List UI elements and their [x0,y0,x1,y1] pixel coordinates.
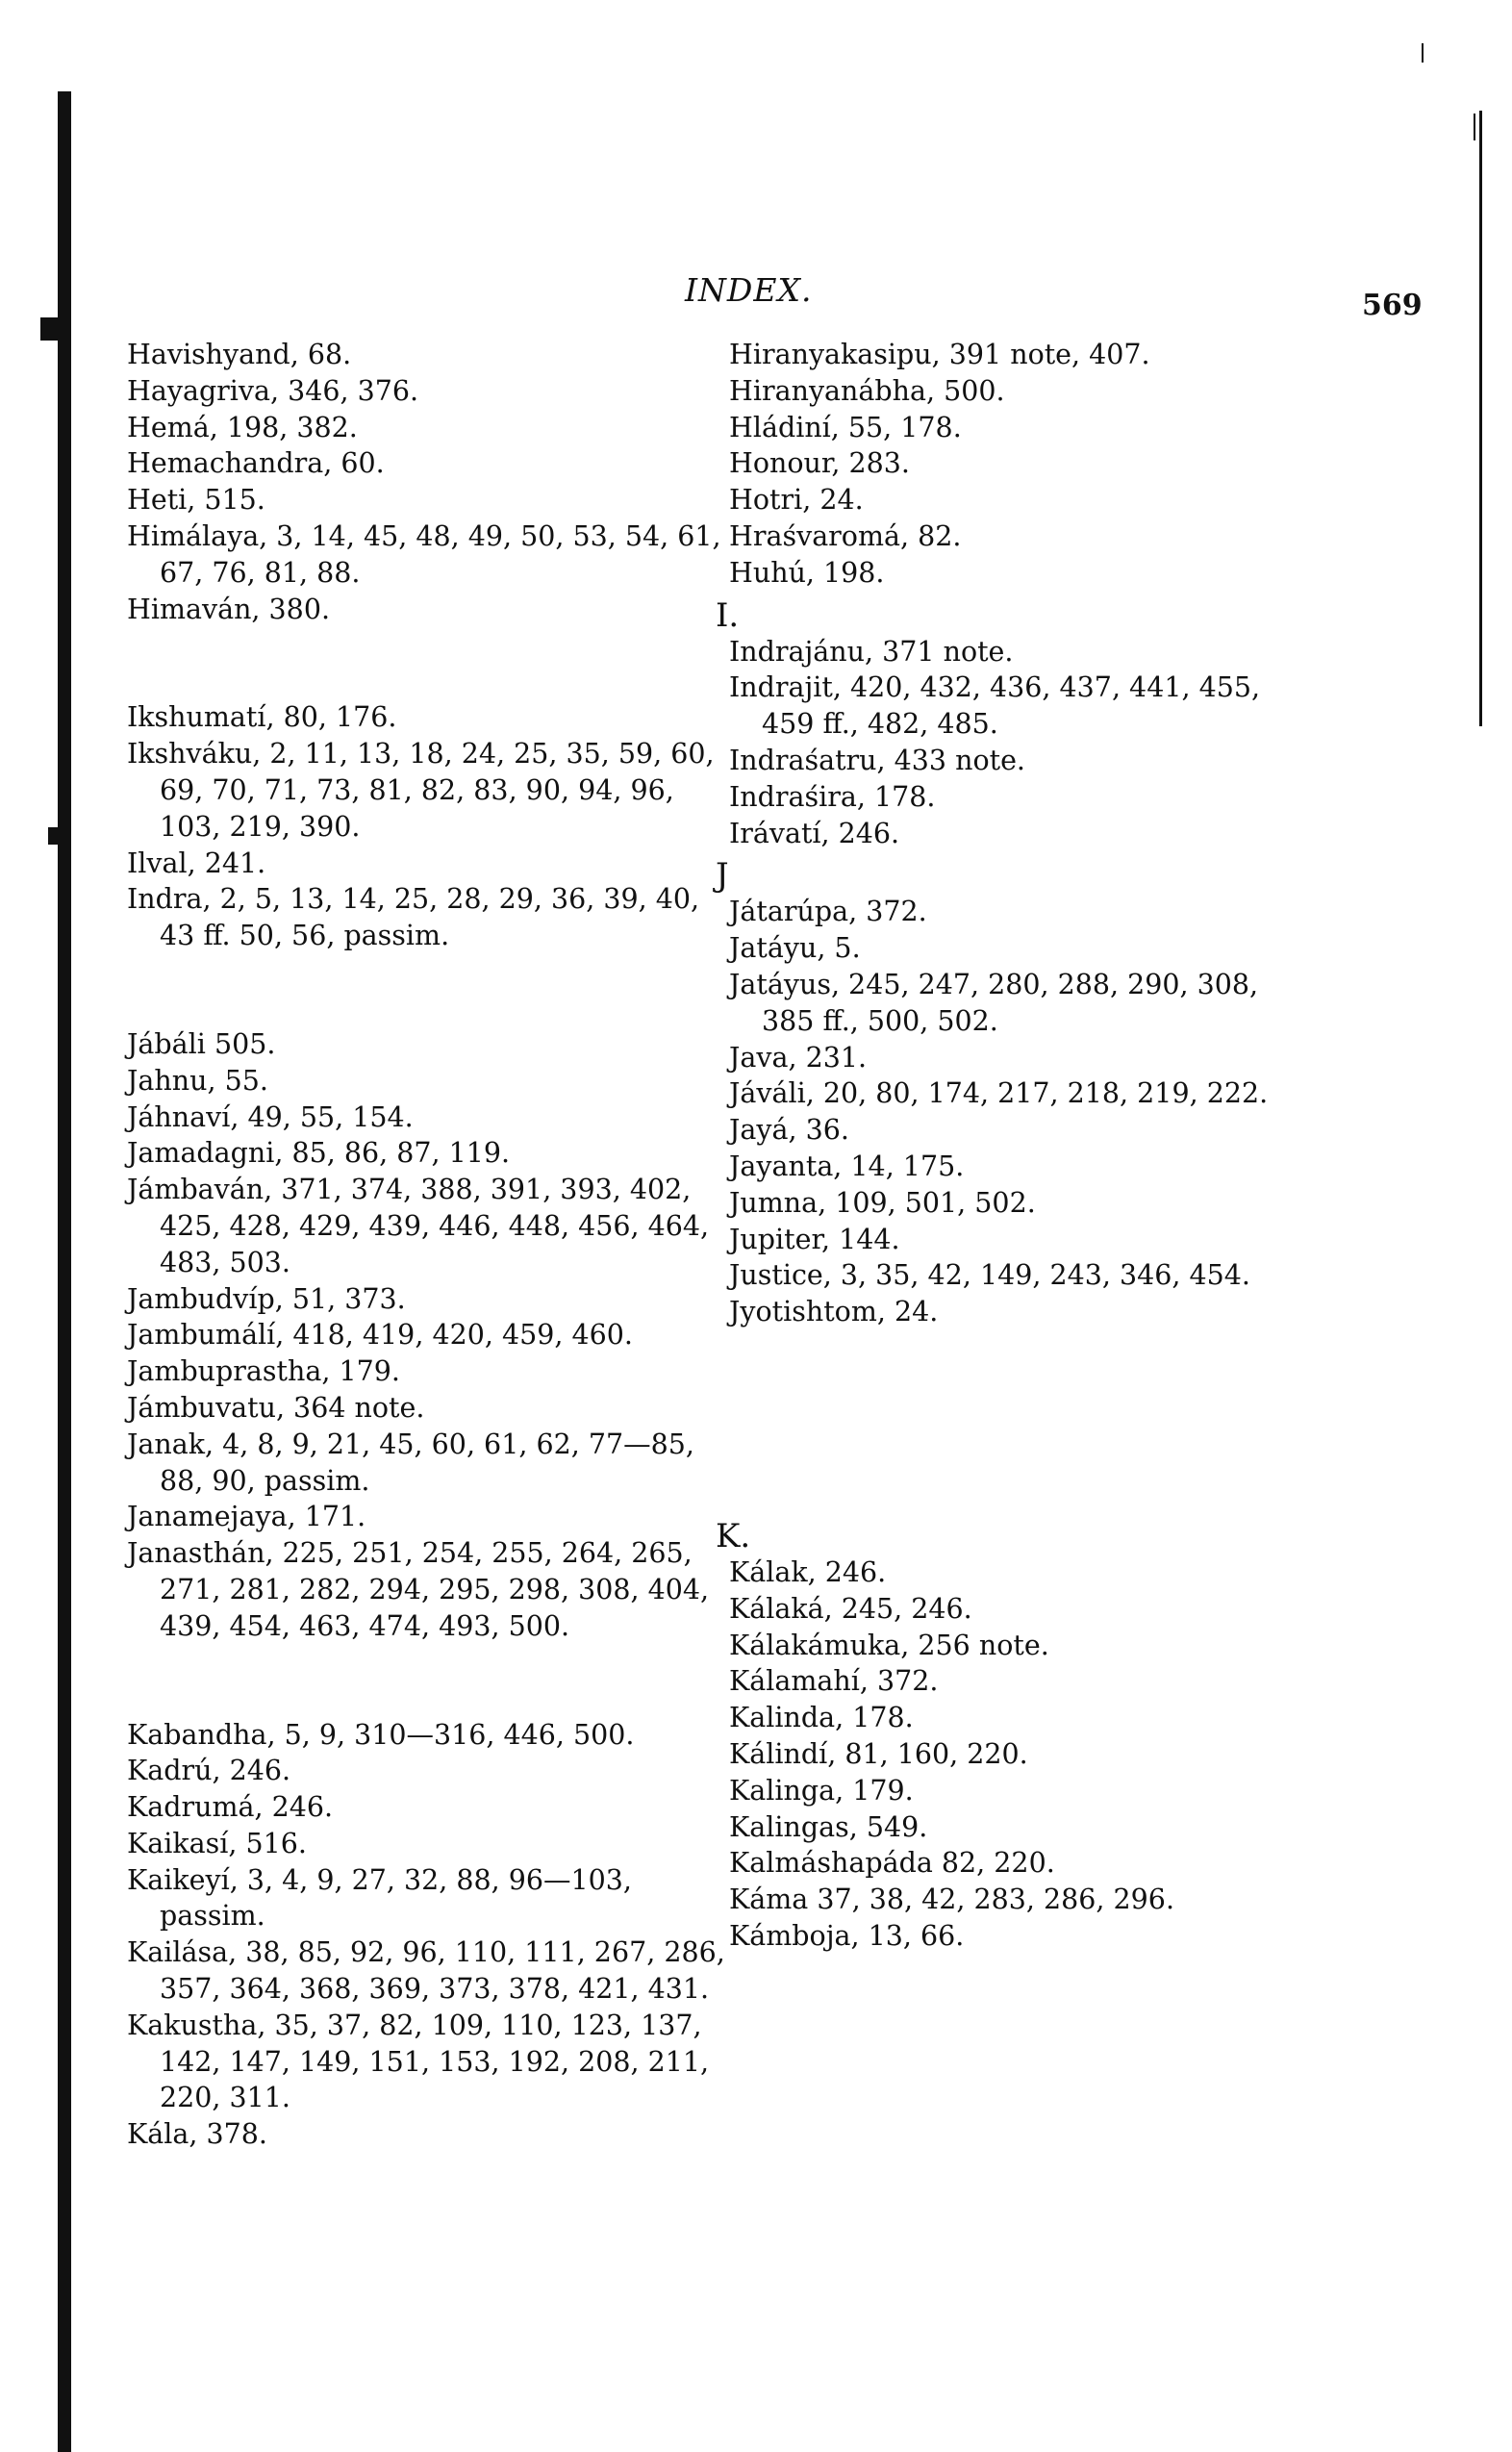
index-column-right [716,337,1431,1955]
page-edge-left-mark [40,317,60,341]
page-edge-left [58,91,71,2452]
page-edge-right-mark [1422,43,1424,63]
index-entry: Honour, 283. [729,447,910,480]
index-entry: Hiranyanábha, 500. [729,374,1005,407]
index-entry: Kaikasí, 516. [127,1827,307,1859]
index-entry: Indraśira, 178. [729,780,936,813]
index-entry: Kalingas, 549. [729,1810,928,1843]
index-entry: Indra, 2, 5, 13, 14, 25, 28, 29, 36, 39, 40, 43 ff. 50, 56, passim. [127,883,700,952]
index-entry: Jumna, 109, 501, 502. [729,1186,1036,1219]
index-entry: Himálaya, 3, 14, 45, 48, 49, 50, 53, 54, 61, 67, 76, 81, 88. [127,519,721,589]
index-entry: Jambuprastha, 179. [127,1355,400,1388]
index-entry: Kadrumá, 246. [127,1791,334,1824]
index-entry: Hemachandra, 60. [127,447,385,480]
section-gap [127,954,723,1026]
index-entry: Kalmáshapáda 82, 220. [729,1847,1055,1880]
index-entry: Jupiter, 144. [729,1223,900,1255]
index-entry: Indrajánu, 371 note. [729,635,1014,668]
index-entry: Java, 231. [729,1041,868,1074]
index-entry: Hraśvaromá, 82. [729,519,962,552]
index-entry: Hemá, 198, 382. [127,411,358,443]
index-entry: Hotri, 24. [729,484,864,517]
index-entry: Jayá, 36. [729,1114,849,1147]
index-entry: Káma 37, 38, 42, 283, 286, 296. [729,1883,1174,1916]
index-entry: Jámbuvatu, 364 note. [127,1391,425,1424]
page-title: INDEX. [685,271,813,309]
index-entry: Kaikeyí, 3, 4, 9, 27, 32, 88, 96—103, passim. [127,1863,632,1933]
page-edge-right [1479,111,1482,726]
index-entry: Kakustha, 35, 37, 82, 109, 110, 123, 137, 142, 147, 149, 151, 153, 192, 208, 211, 220, 311. [127,2009,710,2114]
index-entry: Kámboja, 13, 66. [729,1919,965,1952]
index-entry: Janak, 4, 8, 9, 21, 45, 60, 61, 62, 77—85, 88, 90, passim. [127,1428,694,1497]
index-entry: Kailása, 38, 85, 92, 96, 110, 111, 267, 286, 357, 364, 368, 369, 373, 378, 421, 431. [127,1936,725,2006]
index-entry: Jámbaván, 371, 374, 388, 391, 393, 402, 425, 428, 429, 439, 446, 448, 456, 464, 483, 503. [127,1174,710,1278]
index-entry: Játarúpa, 372. [729,896,927,928]
index-entry: Jambumálí, 418, 419, 420, 459, 460. [127,1319,633,1352]
index-entry: Hládiní, 55, 178. [729,411,962,443]
index-entry: Kálakámuka, 256 note. [729,1629,1049,1661]
index-entry: Janasthán, 225, 251, 254, 255, 264, 265, 271, 281, 282, 294, 295, 298, 308, 404, 439, 454, 463, 474, 493, 500. [127,1537,710,1642]
index-entry: Justice, 3, 35, 42, 149, 243, 346, 454. [729,1259,1250,1292]
page-edge-left-mark [48,827,60,845]
index-entry: Kabandha, 5, 9, 310—316, 446, 500. [127,1718,635,1751]
index-entry: Ilval, 241. [127,847,266,879]
index-entry: Jahnu, 55. [127,1064,268,1097]
index-entry: Kála, 378. [127,2118,267,2151]
index-entry: Kálaká, 245, 246. [729,1592,972,1625]
index-entry: Hiranyakasipu, 391 note, 407. [729,339,1150,370]
index-entry: Kálindí, 81, 160, 220. [729,1737,1028,1770]
index-entry: Jáváli, 20, 80, 174, 217, 218, 219, 222. [729,1077,1269,1110]
section-gap [127,627,723,699]
index-entry: Ikshváku, 2, 11, 13, 18, 24, 25, 35, 59, 60, 69, 70, 71, 73, 81, 82, 83, 90, 94, 96, 103, 219, 390. [127,738,715,843]
index-entry: Indrajit, 420, 432, 436, 437, 441, 455, 459 ff., 482, 485. [729,671,1261,741]
index-entry: Jábáli 505. [127,1027,276,1060]
index-entry: Kálamahí, 372. [729,1665,939,1698]
index-entry: Jamadagni, 85, 86, 87, 119. [127,1137,511,1170]
section-gap [127,1645,723,1717]
index-column-left [127,337,723,2153]
index-entry: Heti, 515. [127,484,265,517]
page-edge-right-mark [1474,114,1475,140]
index-entry: Janamejaya, 171. [127,1501,366,1533]
page-number: 569 [1362,289,1423,322]
index-entry: Kalinga, 179. [729,1774,914,1807]
index-entry: Jatáyu, 5. [729,932,861,965]
index-entry: Kalinda, 178. [729,1702,914,1734]
index-entry: Jambudvíp, 51, 373. [127,1282,406,1315]
index-entry: Jyotishtom, 24. [729,1296,939,1328]
index-entry: Kadrú, 246. [127,1755,291,1787]
index-entry: Jáhnaví, 49, 55, 154. [127,1100,414,1133]
index-entry: Himaván, 380. [127,593,331,625]
index-entry: Ikshumatí, 80, 176. [127,701,397,734]
index-entry: Irávatí, 246. [729,817,900,849]
section-letter: I. [716,595,740,635]
section-letter: J [716,856,729,896]
index-entry: Huhú, 198. [729,556,885,589]
section-letter: K. [716,1516,751,1555]
index-entry: Jatáyus, 245, 247, 280, 288, 290, 308, 385 ff., 500, 502. [729,968,1259,1037]
index-entry: Hayagriva, 346, 376. [127,374,419,407]
index-entry: Indraśatru, 433 note. [729,744,1025,776]
index-entry: Jayanta, 14, 175. [729,1150,965,1182]
index-entry: Havishyand, 68. [127,339,352,370]
index-entry: Kálak, 246. [729,1555,887,1588]
section-gap [729,1330,1431,1512]
